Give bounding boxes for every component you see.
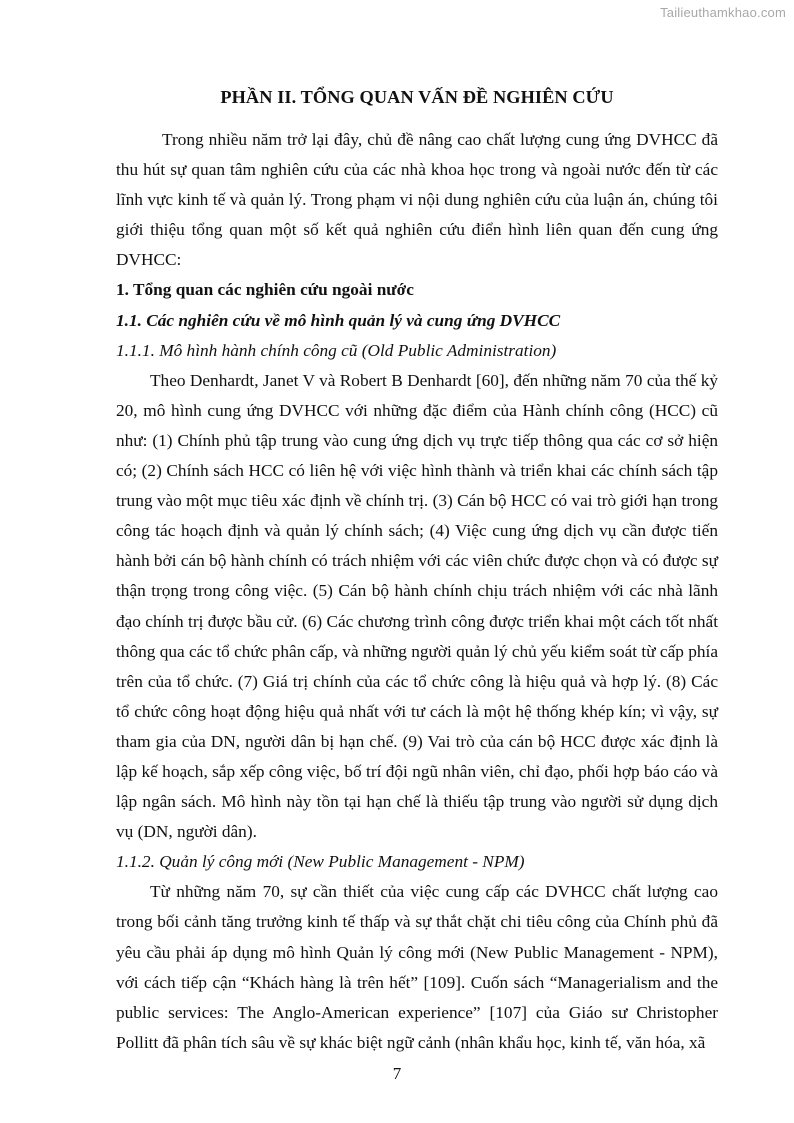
page-title: PHẦN II. TỔNG QUAN VẤN ĐỀ NGHIÊN CỨU [220,87,614,107]
section-heading-1-1-1: 1.1.1. Mô hình hành chính công cũ (Old Public Administration) [116,340,557,360]
body-paragraph-old-public-administration: Theo Denhardt, Janet V và Robert B Denhardt [60], đến những năm 70 của thế kỷ 20, mô hình cung ứng DVHCC với những đặc điểm của Hành chính công (HCC) cũ như: (1) Chính phủ tập trung vào cung ứng dịch vụ trực tiếp thông qua các cơ sở hiện có; (2) Chính sách HCC có liên hệ với việc hình thành và triển khai các chính sách tập trung vào một mục tiêu xác định về chính trị. (3) Cán bộ HCC có vai trò giới hạn trong công tác hoạch định và quản lý chính sách; (4) Việc cung ứng dịch vụ cần được tiến hành bởi cán bộ hành chính có trách nhiệm với các viên chức được chọn và có được sự thận trọng trong công việc. (5) Cán bộ hành chính chịu trách nhiệm với các nhà lãnh đạo chính trị được bầu cử. (6) Các chương trình công được triển khai một cách tốt nhất thông qua các tổ chức phân cấp, và những người quản lý chủ yếu kiểm soát từ cấp phía trên của tổ chức. (7) Giá trị chính của các tổ chức công là hiệu quả và hợp lý. (8) Các tổ chức công hoạt động hiệu quả nhất với tư cách là một hệ thống khép kín; vì vậy, sự tham gia của DN, người dân bị hạn chế. (9) Vai trò của cán bộ HCC được xác định là lập kế hoạch, sắp xếp công việc, bố trí đội ngũ nhân viên, chỉ đạo, phối hợp báo cáo và lập ngân sách. Mô hình này tồn tại hạn chế là thiếu tập trung vào người sử dụng dịch vụ (DN, người dân). [116,370,718,842]
section-heading-1: 1. Tổng quan các nghiên cứu ngoài nước [116,280,414,300]
watermark: Tailieuthamkhao.com [660,5,786,20]
section-heading-1-1: 1.1. Các nghiên cứu về mô hình quản lý và cung ứng DVHCC [116,310,561,330]
page-number: 7 [392,1064,402,1083]
document-page [116,80,718,1058]
section-heading-1-1-2: 1.1.2. Quản lý công mới (New Public Management - NPM) [116,852,525,872]
body-paragraph-new-public-management: Từ những năm 70, sự cần thiết của việc cung cấp các DVHCC chất lượng cao trong bối cảnh tăng trưởng kinh tế thấp và sự thắt chặt chi tiêu công của Chính phủ đã yêu cầu phải áp dụng mô hình Quản lý công mới (New Public Management - NPM), với cách tiếp cận “Khách hàng là trên hết” [109]. Cuốn sách “Managerialism and the public services: The Anglo-American experience” [107] của Giáo sư Christopher Pollitt đã phân tích sâu về sự khác biệt ngữ cảnh (nhân khẩu học, kinh tế, văn hóa, xã [116,882,718,1052]
intro-paragraph: Trong nhiều năm trở lại đây, chủ đề nâng cao chất lượng cung ứng DVHCC đã thu hút sự quan tâm nghiên cứu của các nhà khoa học trong và ngoài nước đến từ các lĩnh vực kinh tế và quản lý. Trong phạm vi nội dung nghiên cứu của luận án, chúng tôi giới thiệu tổng quan một số kết quả nghiên cứu điển hình liên quan đến cung ứng DVHCC: [116,130,718,270]
